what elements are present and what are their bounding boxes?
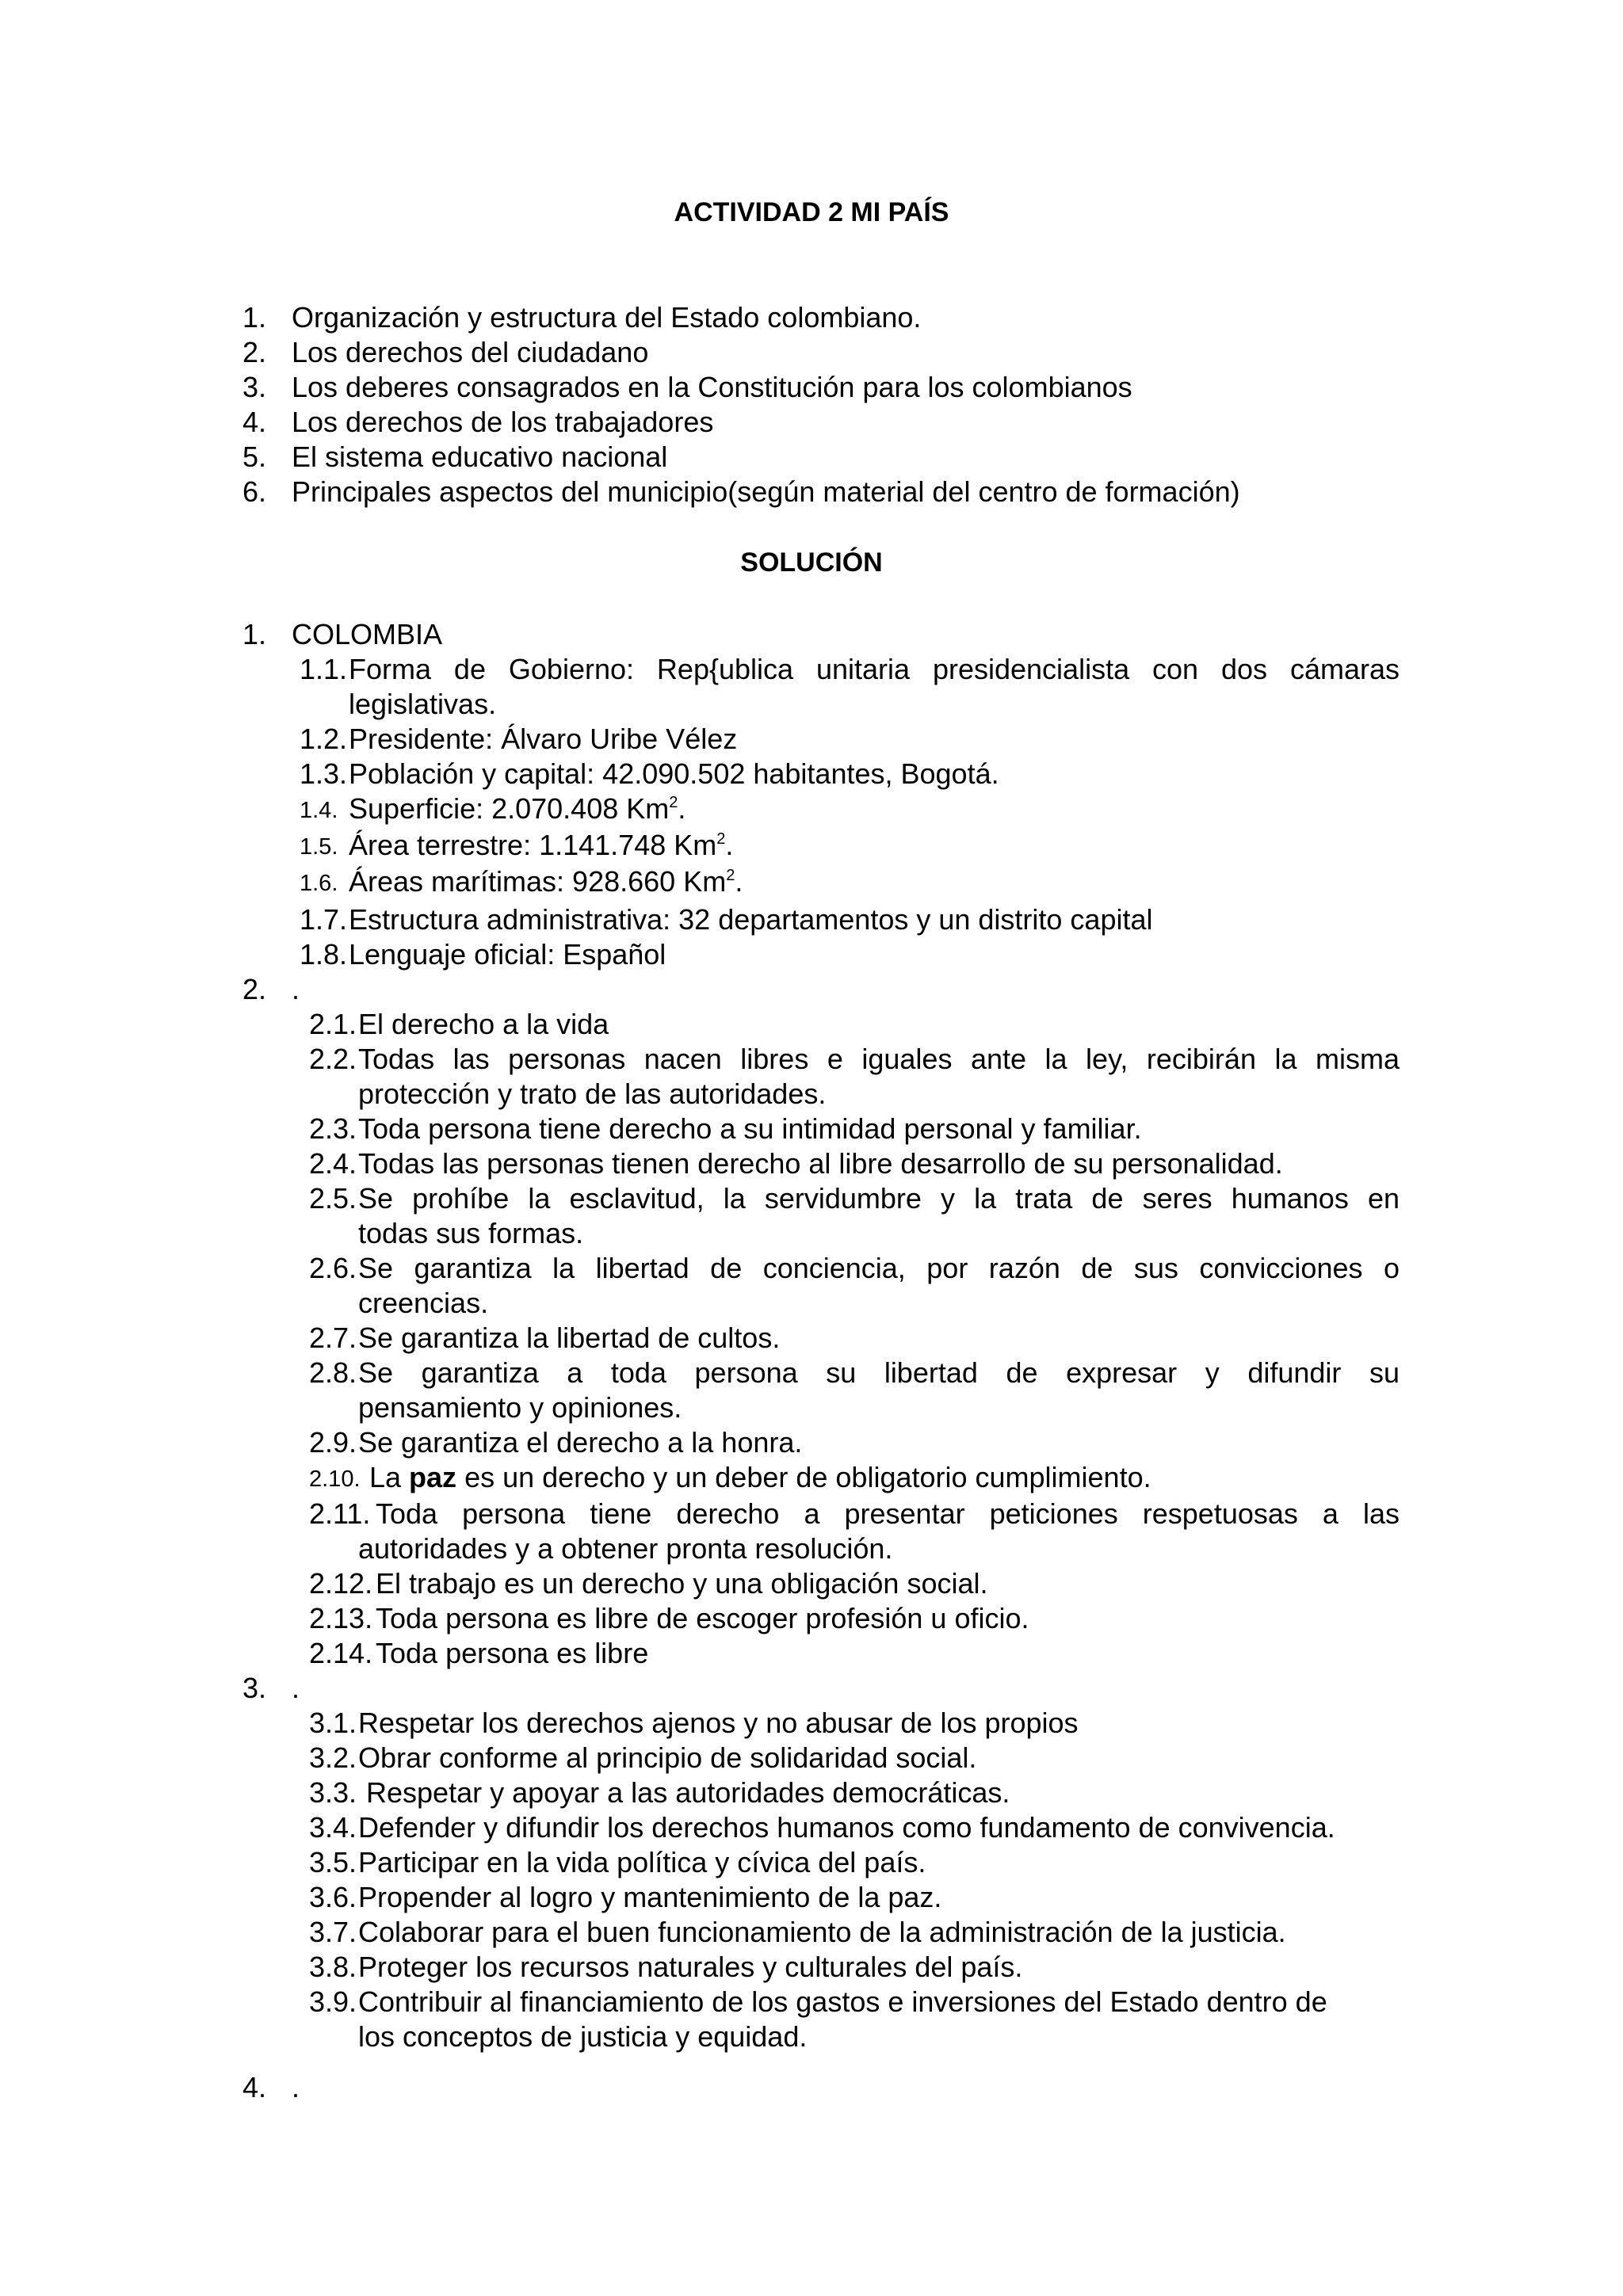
section-title: COLOMBIA [292,618,443,650]
item-text: Obrar conforme al principio de solidaridad social. [358,1741,977,1774]
item-number: 3.4. [309,1811,357,1844]
list-text: Los derechos del ciudadano [292,336,649,368]
item-text: Se garantiza a toda persona su libertad de expresar y difundir su [358,1356,1400,1389]
item-text: El trabajo es un derecho y una obligación social. [376,1567,988,1600]
item-number: 3.1. [309,1707,357,1739]
item-text-cont: legislativas. [349,688,497,720]
item-text: Todas las personas tienen derecho al libre desarrollo de su personalidad. [358,1147,1283,1180]
list-number: 5. [242,441,267,473]
item-text: Presidente: Álvaro Uribe Vélez [349,723,738,755]
list-text: El sistema educativo nacional [292,441,668,473]
section-number: 2. [242,973,267,1005]
item-number: 3.3. [309,1776,357,1809]
item-number: 2.3. [309,1112,357,1145]
item-text: El derecho a la vida [358,1008,609,1040]
item-number: 3.2. [309,1741,357,1774]
item-text: Toda persona tiene derecho a presentar peticiones respetuosas a las [376,1497,1400,1530]
list-number: 2. [242,336,267,368]
item-text: Contribuir al financiamiento de los gastos e inversiones del Estado dentro de [358,1985,1327,2018]
section-title: . [292,973,300,1005]
item-text: Área terrestre: 1.141.748 Km$^2$. [349,829,734,861]
section-number: 1. [242,618,267,650]
list-text: Los deberes consagrados en la Constitución para los colombianos [292,371,1132,403]
item-text: Se prohíbe la esclavitud, la servidumbre y la trata de seres humanos en [358,1182,1400,1215]
item-number: 2.7. [309,1322,357,1354]
item-number: 2.4. [309,1147,357,1180]
item-number: 1.3. [300,757,348,790]
item-number: 2.14. [309,1637,373,1669]
item-text: Toda persona es libre [376,1637,649,1669]
list-number: 1. [242,301,267,334]
item-text-cont: todas sus formas. [358,1217,584,1249]
item-text: Defender y difundir los derechos humanos como fundamento de convivencia. [358,1811,1335,1844]
item-text-cont: los conceptos de justicia y equidad. [358,2020,808,2053]
item-number: 3.7. [309,1916,357,1948]
item-number: 2.12. [309,1567,373,1600]
item-number: 1.1. [300,653,348,685]
list-number: 4. [242,406,267,438]
item-text: Se garantiza el derecho a la honra. [358,1426,803,1459]
item-text-cont: creencias. [358,1287,489,1319]
list-number: 6. [242,475,267,508]
item-text: Áreas marítimas: 928.660 Km$^2$. [349,865,743,898]
item-text: Población y capital: 42.090.502 habitantes, Bogotá. [349,757,999,790]
item-text: Forma de Gobierno: Rep{ublica unitaria presidencialista con dos cámaras [349,653,1400,685]
item-number: 2.6. [309,1252,357,1284]
item-text: Todas las personas nacen libres e iguales ante la ley, recibirán la misma [358,1043,1400,1075]
item-number: 2.9. [309,1426,357,1459]
item-number: 3.5. [309,1846,357,1878]
item-number: 2.11. [309,1497,371,1530]
item-text: Toda persona es libre de escoger profesión u oficio. [376,1602,1029,1634]
section-number: 4. [242,2071,267,2103]
item-text: Propender al logro y mantenimiento de la paz. [358,1881,942,1913]
item-number: 2.13. [309,1602,373,1634]
item-number: 2.1. [309,1008,357,1040]
item-text: Estructura administrativa: 32 departamentos y un distrito capital [349,903,1153,936]
item-text: Proteger los recursos naturales y culturales del país. [358,1951,1023,1983]
item-text: Respetar los derechos ajenos y no abusar de los propios [358,1707,1079,1739]
list-text: Los derechos de los trabajadores [292,406,714,438]
list-number: 3. [242,371,267,403]
list-text: Principales aspectos del municipio(según material del centro de formación) [292,475,1240,508]
item-number: 3.9. [309,1985,357,2018]
item-text: Respetar y apoyar a las autoridades democráticas. [358,1776,1010,1809]
item-number: 2.10. [309,1466,361,1492]
item-number: 1.8. [300,938,348,971]
item-text: Participar en la vida política y cívica del país. [358,1846,926,1878]
item-text: Se garantiza la libertad de conciencia, por razón de sus convicciones o [358,1252,1400,1284]
page-title: ACTIVIDAD 2 MI PAÍS [674,197,949,227]
item-number: 2.2. [309,1043,357,1075]
section-title: . [292,1672,300,1704]
item-text: Se garantiza la libertad de cultos. [358,1322,781,1354]
section-number: 3. [242,1672,267,1704]
item-number: 1.6. [300,871,338,896]
item-text: Superficie: 2.070.408 Km$^2$. [349,792,686,825]
item-text: Toda persona tiene derecho a su intimidad personal y familiar. [358,1112,1142,1145]
solution-heading: SOLUCIÓN [740,547,883,578]
item-number: 3.8. [309,1951,357,1983]
item-text: Colaborar para el buen funcionamiento de la administración de la justicia. [358,1916,1286,1948]
item-text-cont: protección y trato de las autoridades. [358,1077,827,1110]
item-number: 2.8. [309,1356,357,1389]
item-number: 1.4. [300,798,338,823]
item-text-cont: pensamiento y opiniones. [358,1391,682,1424]
item-number: 1.7. [300,903,348,936]
item-text: La paz es un derecho y un deber de obligatorio cumplimiento. [369,1461,1151,1493]
item-number: 3.6. [309,1881,357,1913]
section-title: . [292,2071,300,2103]
item-number: 1.2. [300,723,348,755]
item-number: 2.5. [309,1182,357,1215]
item-number: 1.5. [300,834,338,860]
item-text-cont: autoridades y a obtener pronta resolución. [358,1532,893,1565]
list-text: Organización y estructura del Estado colombiano. [292,301,922,334]
item-text: Lenguaje oficial: Español [349,938,666,971]
